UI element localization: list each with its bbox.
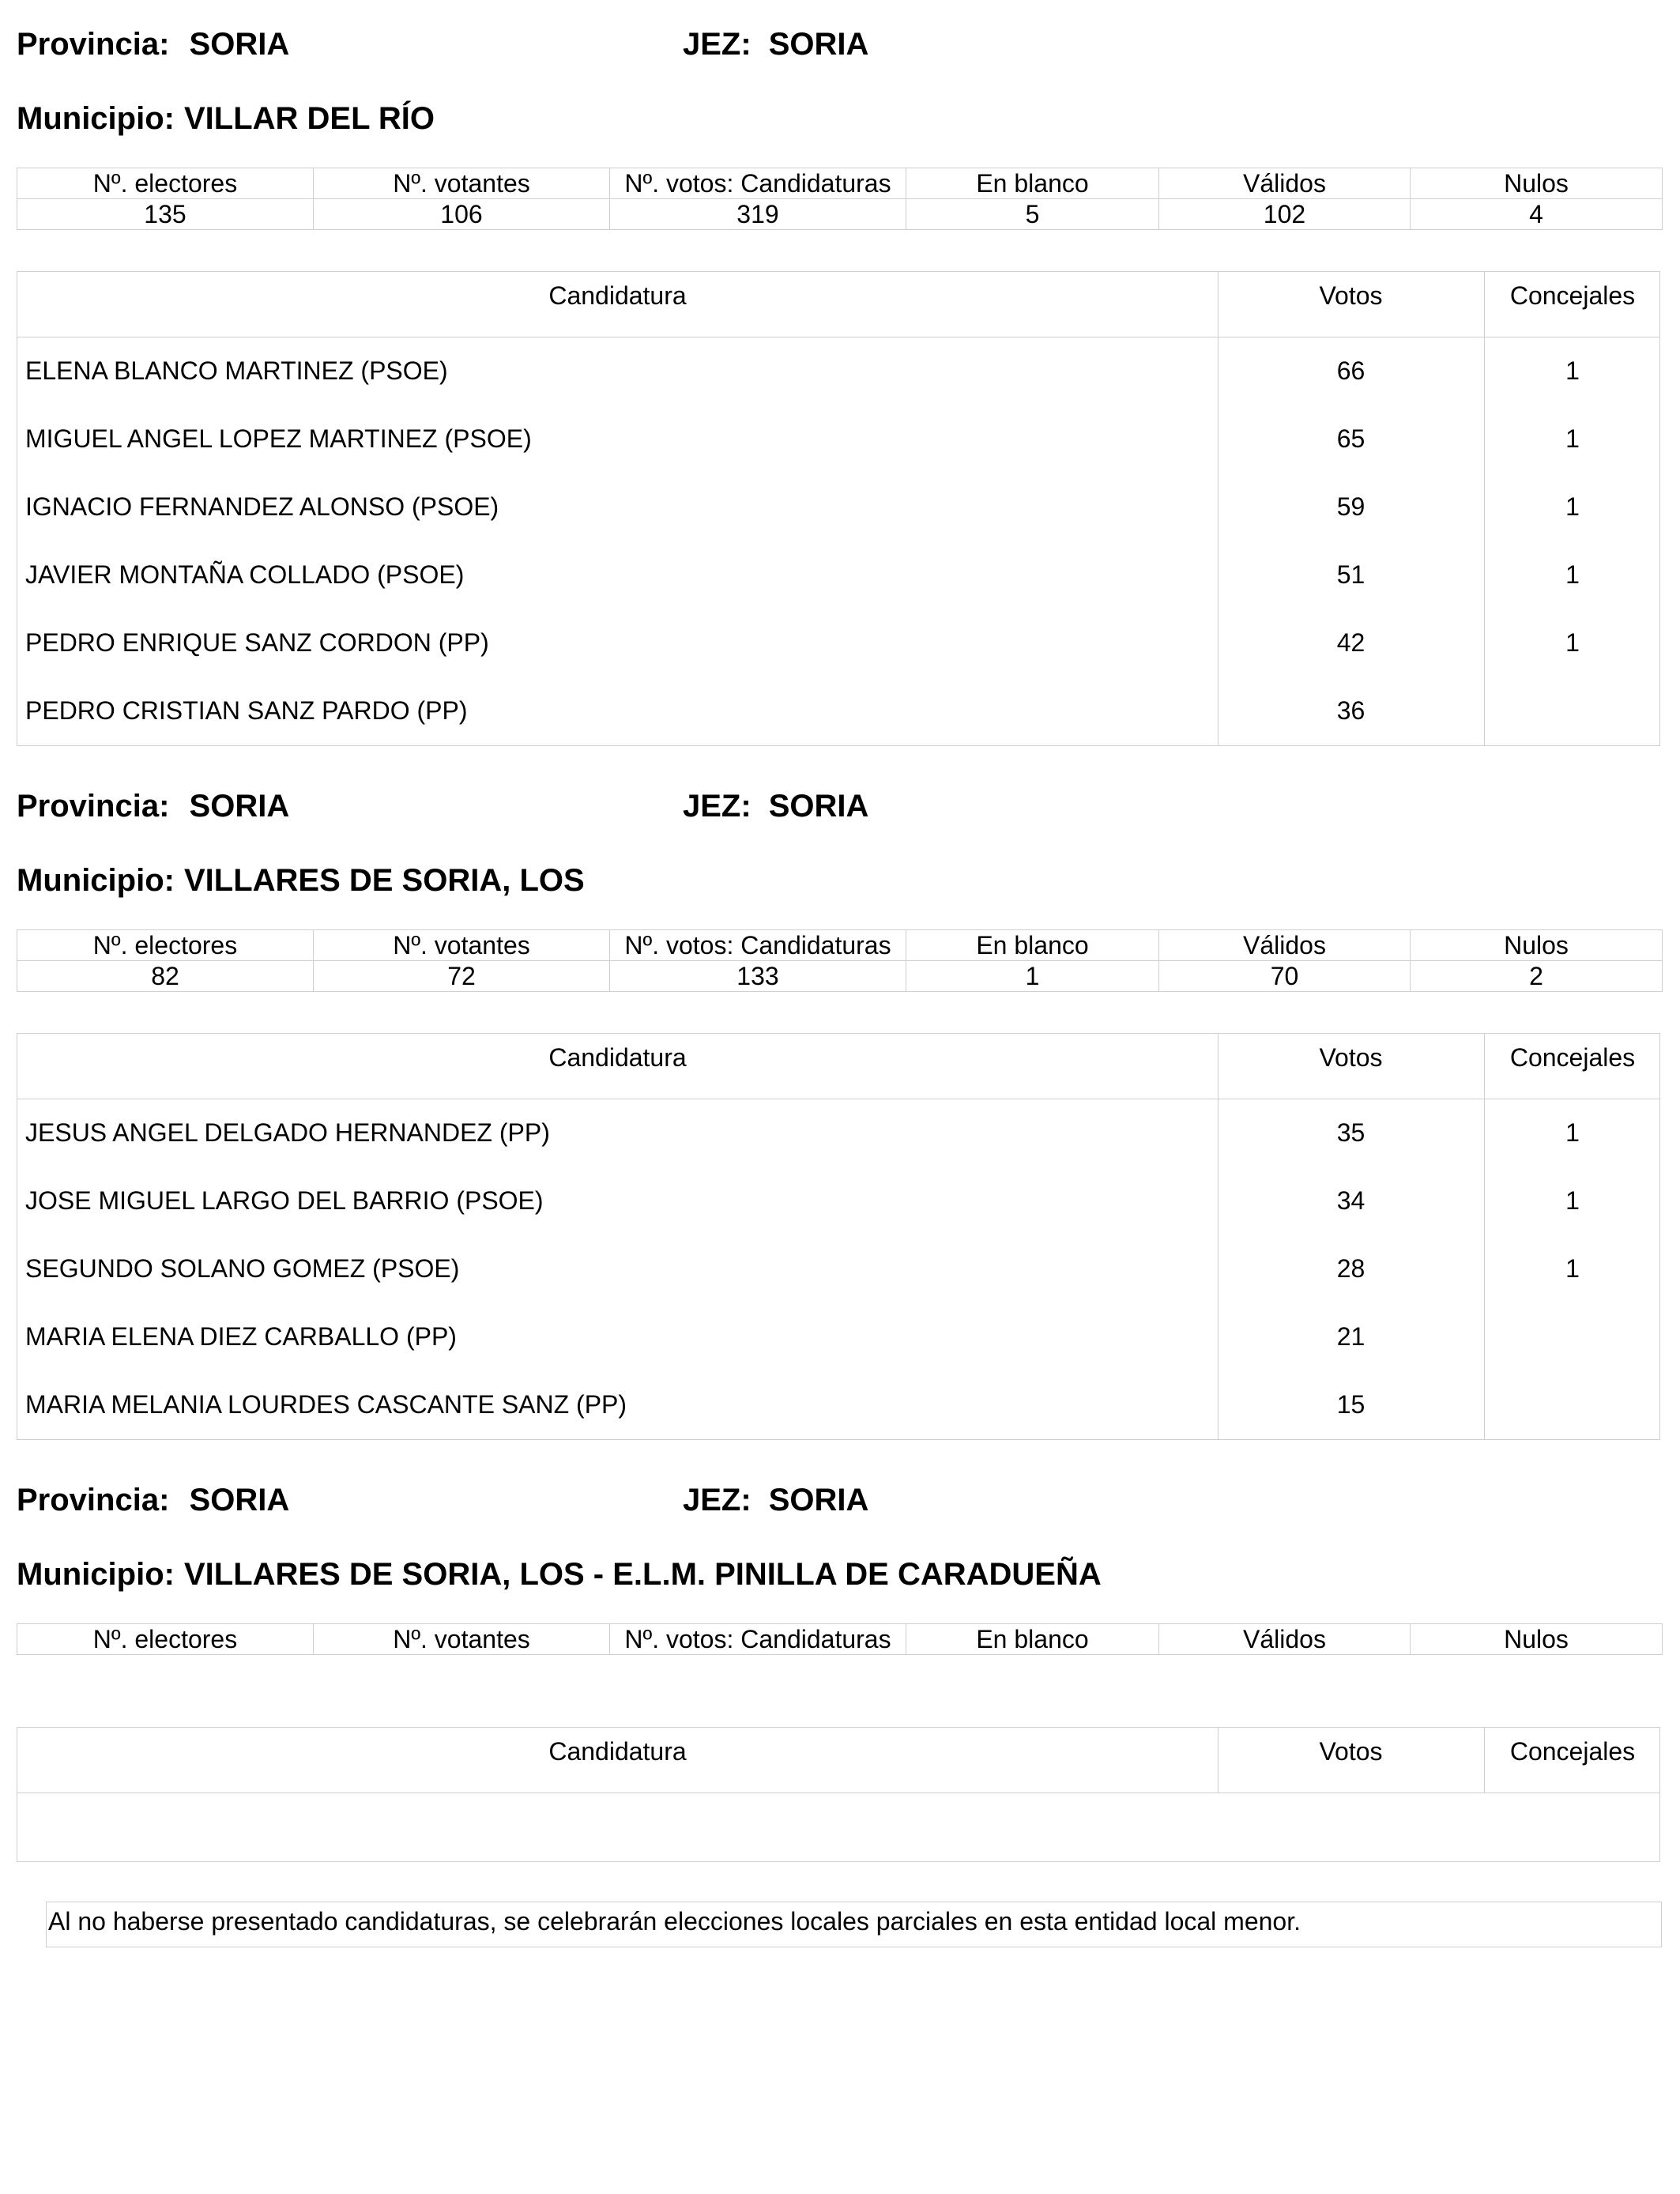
header-concejales: Concejales <box>1509 1737 1636 1766</box>
provincia-label: Provincia: <box>17 789 170 824</box>
stats-header-cell: Nulos <box>1411 930 1663 961</box>
municipio-title <box>17 100 435 138</box>
candidate-votes: 65 <box>1336 424 1365 453</box>
candidate-votes: 28 <box>1336 1254 1365 1283</box>
stats-value-cell: 102 <box>1159 199 1411 230</box>
stats-header-row <box>17 930 1663 961</box>
stats-value-cell: 82 <box>17 961 314 992</box>
column-divider <box>1484 272 1485 337</box>
header-candidatura: Candidatura <box>548 1737 687 1766</box>
municipio-value: VILLARES DE SORIA, LOS - E.L.M. PINILLA DE CARADUEÑA <box>183 1557 1102 1592</box>
stats-value-row <box>17 961 1663 992</box>
stats-value-cell: 133 <box>610 961 906 992</box>
jez-line <box>683 787 868 825</box>
stats-header-cell: Nº. votantes <box>314 168 610 199</box>
jez-value: SORIA <box>768 1483 869 1517</box>
column-divider <box>1484 1034 1485 1099</box>
stats-value-cell: 2 <box>1411 961 1663 992</box>
candidate-row <box>17 1303 1659 1371</box>
candidate-name: PEDRO CRISTIAN SANZ PARDO (PP) <box>25 696 468 725</box>
column-divider <box>1218 272 1219 337</box>
stats-value-cell: 319 <box>610 199 906 230</box>
stats-header-cell: En blanco <box>906 930 1159 961</box>
candidate-name: JOSE MIGUEL LARGO DEL BARRIO (PSOE) <box>25 1186 544 1215</box>
candidates-header <box>17 1034 1659 1099</box>
provincia-label: Provincia: <box>17 1483 170 1517</box>
candidate-row <box>17 677 1659 745</box>
candidate-concejales: 1 <box>1565 356 1580 385</box>
candidates-table <box>17 1033 1660 1440</box>
stats-table <box>17 929 1663 992</box>
header-votos: Votos <box>1319 1737 1383 1766</box>
candidate-name: ELENA BLANCO MARTINEZ (PSOE) <box>25 356 448 385</box>
candidate-votes: 34 <box>1336 1186 1365 1215</box>
jez-line <box>683 25 868 63</box>
candidate-votes: 42 <box>1336 628 1365 657</box>
candidate-concejales: 1 <box>1565 424 1580 453</box>
provincia-line <box>17 787 289 825</box>
provincia-value: SORIA <box>189 1483 290 1517</box>
stats-header-cell: Nº. electores <box>17 168 314 199</box>
candidate-name: MARIA ELENA DIEZ CARBALLO (PP) <box>25 1322 457 1351</box>
municipio-title <box>17 1555 1102 1593</box>
candidates-body <box>17 1793 1659 1861</box>
jez-label: JEZ: <box>683 789 751 824</box>
candidate-concejales: 1 <box>1565 492 1580 521</box>
candidate-votes: 36 <box>1336 696 1365 725</box>
stats-header-row <box>17 168 1663 199</box>
stats-header-cell: Nº. votos: Candidaturas <box>610 168 906 199</box>
candidate-votes: 66 <box>1336 356 1365 385</box>
candidates-body <box>17 337 1659 745</box>
stats-header-cell: En blanco <box>906 168 1159 199</box>
header-votos: Votos <box>1319 281 1383 310</box>
stats-header-cell: Nº. votantes <box>314 930 610 961</box>
candidate-row <box>17 405 1659 473</box>
header-concejales: Concejales <box>1509 1043 1636 1072</box>
candidate-concejales: 1 <box>1565 1254 1580 1283</box>
stats-header-cell: Nº. electores <box>17 1624 314 1655</box>
candidate-row <box>17 609 1659 677</box>
stats-value-cell: 70 <box>1159 961 1411 992</box>
stats-value-cell: 135 <box>17 199 314 230</box>
stats-header-cell: Nº. electores <box>17 930 314 961</box>
stats-header-cell: Válidos <box>1159 930 1411 961</box>
candidate-concejales: 1 <box>1565 628 1580 657</box>
candidate-name: IGNACIO FERNANDEZ ALONSO (PSOE) <box>25 492 499 521</box>
candidate-row <box>17 337 1659 405</box>
candidate-concejales: 1 <box>1565 560 1580 589</box>
stats-value-cell: 5 <box>906 199 1159 230</box>
stats-value-cell: 106 <box>314 199 610 230</box>
header-candidatura: Candidatura <box>548 1043 687 1072</box>
stats-value-cell: 1 <box>906 961 1159 992</box>
stats-header-cell: Nulos <box>1411 1624 1663 1655</box>
column-divider <box>1484 1728 1485 1793</box>
candidate-name: MARIA MELANIA LOURDES CASCANTE SANZ (PP) <box>25 1390 627 1419</box>
candidates-table <box>17 271 1660 746</box>
candidate-votes: 59 <box>1336 492 1365 521</box>
stats-header-cell: Válidos <box>1159 1624 1411 1655</box>
provincia-line <box>17 25 289 63</box>
jez-value: SORIA <box>768 789 869 824</box>
provincia-line <box>17 1481 289 1519</box>
stats-value-cell: 72 <box>314 961 610 992</box>
header-concejales: Concejales <box>1509 281 1636 310</box>
candidate-concejales: 1 <box>1565 1186 1580 1215</box>
stats-header-cell: Nº. votos: Candidaturas <box>610 1624 906 1655</box>
stats-value-row <box>17 199 1663 230</box>
stats-value-cell: 4 <box>1411 199 1663 230</box>
column-divider <box>1218 1034 1219 1099</box>
header-candidatura: Candidatura <box>548 281 687 310</box>
municipio-label: Municipio: <box>17 863 175 898</box>
stats-table <box>17 1623 1663 1655</box>
candidate-votes: 21 <box>1336 1322 1365 1351</box>
note-box: Al no haberse presentado candidaturas, se celebrarán elecciones locales parciales en esta entidad local menor. <box>46 1902 1662 1947</box>
stats-header-cell: Nº. votos: Candidaturas <box>610 930 906 961</box>
stats-header-cell: En blanco <box>906 1624 1159 1655</box>
jez-line <box>683 1481 868 1519</box>
candidates-table <box>17 1727 1660 1862</box>
municipio-label: Municipio: <box>17 101 175 136</box>
municipio-label: Municipio: <box>17 1557 175 1592</box>
candidates-header <box>17 272 1659 337</box>
candidate-name: MIGUEL ANGEL LOPEZ MARTINEZ (PSOE) <box>25 424 532 453</box>
candidate-votes: 51 <box>1336 560 1365 589</box>
candidates-body <box>17 1099 1659 1439</box>
candidate-row <box>17 1235 1659 1303</box>
candidate-row <box>17 541 1659 609</box>
stats-header-cell: Válidos <box>1159 168 1411 199</box>
candidate-name: JAVIER MONTAÑA COLLADO (PSOE) <box>25 560 465 589</box>
provincia-value: SORIA <box>189 789 290 824</box>
candidate-votes: 15 <box>1336 1390 1365 1419</box>
stats-header-cell: Nº. votantes <box>314 1624 610 1655</box>
stats-table <box>17 168 1663 230</box>
stats-header-cell: Nulos <box>1411 168 1663 199</box>
jez-label: JEZ: <box>683 1483 751 1517</box>
municipio-value: VILLARES DE SORIA, LOS <box>183 863 585 898</box>
provincia-value: SORIA <box>189 27 290 62</box>
jez-label: JEZ: <box>683 27 751 62</box>
candidate-row <box>17 1371 1659 1439</box>
candidate-name: PEDRO ENRIQUE SANZ CORDON (PP) <box>25 628 489 657</box>
candidate-name: SEGUNDO SOLANO GOMEZ (PSOE) <box>25 1254 460 1283</box>
municipio-title <box>17 861 585 899</box>
candidate-concejales: 1 <box>1565 1118 1580 1147</box>
candidate-row <box>17 1167 1659 1235</box>
provincia-label: Provincia: <box>17 27 170 62</box>
column-divider <box>1218 1728 1219 1793</box>
candidates-header <box>17 1728 1659 1793</box>
jez-value: SORIA <box>768 27 869 62</box>
candidate-votes: 35 <box>1336 1118 1365 1147</box>
header-votos: Votos <box>1319 1043 1383 1072</box>
candidate-row <box>17 1099 1659 1167</box>
candidate-name: JESUS ANGEL DELGADO HERNANDEZ (PP) <box>25 1118 550 1147</box>
municipio-value: VILLAR DEL RÍO <box>183 101 435 136</box>
stats-header-row <box>17 1624 1663 1655</box>
candidate-row <box>17 473 1659 541</box>
